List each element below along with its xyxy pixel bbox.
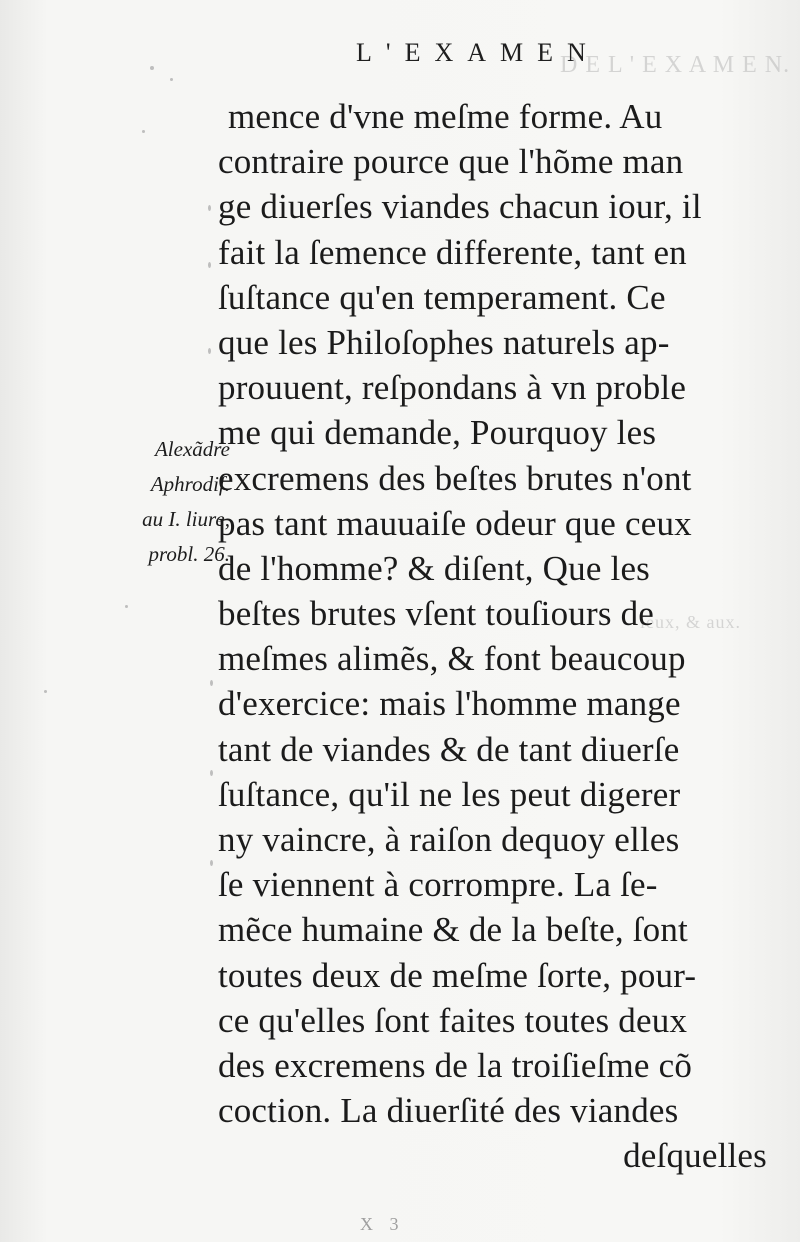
signature-mark: X 3 — [360, 1214, 405, 1234]
bleed-through-text: D E L ' E X A M E N. — [560, 52, 791, 78]
ink-speck — [44, 690, 47, 693]
running-header: L'EXAMEN — [356, 38, 600, 67]
text-line: ce qu'elles ſont faites toutes deux — [218, 1000, 688, 1040]
margin-note-line: probl. 26. — [148, 542, 230, 566]
text-line: ſe viennent à corrompre. La ſe- — [218, 865, 658, 905]
ink-speck — [150, 66, 154, 70]
text-line: ny vaincre, à raiſon dequoy elles — [218, 820, 680, 859]
text-line: excremens des beſtes brutes n'ont — [218, 458, 692, 498]
ink-speck — [208, 262, 211, 268]
catchword: deſquelles — [623, 1136, 767, 1176]
text-line: prouuent, reſpondans à vn proble — [218, 368, 687, 408]
text-line: d'exercice: mais l'homme mange — [218, 684, 681, 724]
margin-note-line: Alexãdre — [154, 437, 230, 461]
text-line: ſuſtance, qu'il ne les peut digerer — [218, 774, 681, 814]
text-line: fait la ſemence differente, tant en — [218, 232, 687, 272]
text-line: coction. La diuerſité des viandes — [218, 1091, 679, 1131]
margin-note-line: au I. liure, — [142, 507, 230, 531]
text-line: ge diuerſes viandes chacun iour, il — [218, 187, 702, 227]
ink-speck — [142, 130, 145, 133]
ink-speck — [208, 205, 211, 211]
text-line: ſuſtance qu'en temperament. Ce — [218, 277, 666, 317]
text-line: de l'homme? & diſent, Que les — [218, 548, 651, 588]
bleed-through-fragment: ieux, & aux. — [640, 612, 741, 632]
margin-note-line: Aphrodiſ. — [150, 472, 230, 496]
text-line: que les Philoſophes naturels ap- — [218, 322, 670, 362]
ink-speck — [170, 78, 173, 81]
text-line: beſtes brutes vſent touſiours de — [218, 594, 655, 634]
text-line: mence d'vne meſme forme. Au — [228, 97, 663, 136]
margin-note — [80, 432, 230, 572]
text-line: meſmes alimẽs, & font beaucoup — [218, 639, 686, 679]
text-line: me qui demande, Pourquoy les — [218, 413, 657, 453]
text-line: mẽce humaine & de la beſte, ſont — [218, 910, 688, 950]
text-line: des excremens de la troiſieſme cõ — [218, 1045, 693, 1085]
main-text-block — [218, 94, 773, 1179]
ink-speck — [210, 770, 213, 776]
ink-speck — [125, 605, 128, 608]
text-line: pas tant mauuaiſe odeur que ceux — [218, 503, 692, 543]
text-line: contraire pource que l'hõme man — [218, 142, 684, 182]
ink-speck — [208, 348, 211, 354]
text-line: tant de viandes & de tant diuerſe — [218, 729, 680, 769]
ink-speck — [210, 860, 213, 866]
ink-speck — [210, 680, 213, 686]
text-line: toutes deux de meſme ſorte, pour- — [218, 955, 697, 995]
